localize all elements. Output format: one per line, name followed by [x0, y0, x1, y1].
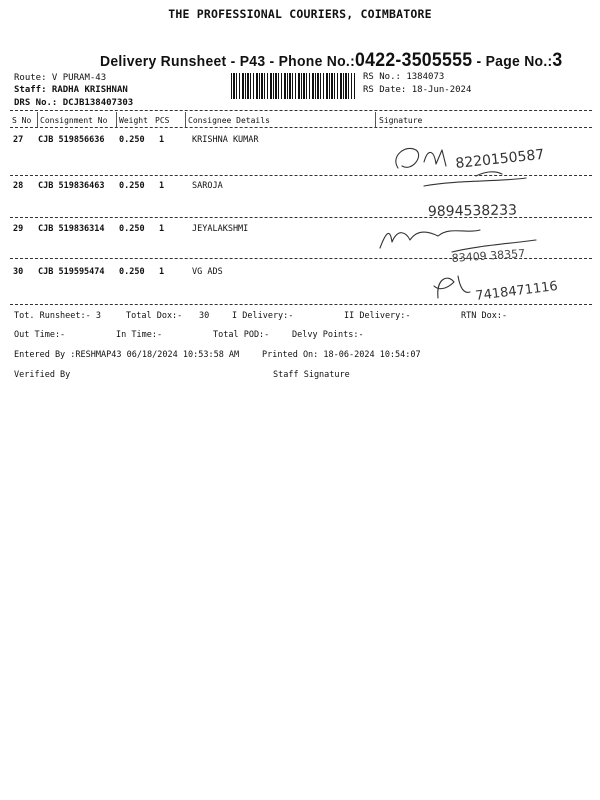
total-dox-label: Total Dox:-: [126, 311, 183, 321]
header-consignment: Consignment No: [40, 116, 108, 125]
title-main: Delivery Runsheet - P43 - Phone No.:: [100, 53, 356, 70]
out-time: Out Time:-: [14, 330, 66, 340]
total-dox-value: 30: [199, 311, 210, 321]
table-bottom-rule: [10, 304, 592, 305]
total-pod: Total POD:-: [213, 330, 270, 340]
row-consignee: VG ADS: [192, 267, 223, 277]
printed-on: Printed On: 18-06-2024 10:54:07: [262, 350, 421, 360]
rtn-dox: RTN Dox:-: [461, 311, 508, 321]
barcode: [231, 73, 355, 99]
row-weight: 0.250: [119, 135, 145, 145]
col-divider-2: [116, 112, 117, 127]
in-time: In Time:-: [116, 330, 163, 340]
signature-number: 7418471116: [474, 279, 559, 304]
title-phone: 0422-3505555: [355, 50, 473, 71]
row-sno: 27: [13, 135, 24, 145]
row-sno: 28: [13, 181, 24, 191]
row-consignee: KRISHNA KUMAR: [192, 135, 259, 145]
rs-date: RS Date: 18-Jun-2024: [363, 85, 472, 95]
row-consignment: CJB 519836314: [38, 224, 105, 234]
delvy-points: Delvy Points:-: [292, 330, 364, 340]
row-consignment: CJB 519836463: [38, 181, 105, 191]
signature-number: 8220150587: [454, 146, 546, 172]
row-weight: 0.250: [119, 267, 145, 277]
row-sno: 29: [13, 224, 24, 234]
header-signature: Signature: [379, 116, 423, 125]
route-label: Route: V PURAM-43: [14, 73, 107, 83]
row-consignee: SAROJA: [192, 181, 223, 191]
col-divider-3: [185, 112, 186, 127]
row-pcs: 1: [159, 181, 165, 191]
row-consignee: JEYALAKSHMI: [192, 224, 249, 234]
header-weight: Weight: [119, 116, 148, 125]
signature-scribble-3: [380, 230, 480, 248]
row-pcs: 1: [159, 135, 165, 145]
verified-by: Verified By: [14, 370, 71, 380]
i-delivery: I Delivery:-: [232, 311, 294, 321]
table-top-rule: [10, 110, 592, 111]
header-pcs: PCS: [155, 116, 170, 125]
ii-delivery: II Delivery:-: [344, 311, 411, 321]
signature-number: 83409 38357: [451, 246, 526, 265]
drs-number: DRS No.: DCJB138407303: [14, 98, 134, 108]
title-page-no: 3: [552, 50, 563, 71]
header-sno: S No: [12, 116, 32, 125]
signature-number: 9894538233: [427, 202, 518, 220]
total-runsheet: Tot. Runsheet:- 3: [14, 311, 101, 321]
title-page-label: - Page No.:: [472, 53, 553, 70]
row-weight: 0.250: [119, 181, 145, 191]
header-consignee: Consignee Details: [188, 116, 270, 125]
row-consignment: CJB 519595474: [38, 267, 105, 277]
staff-signature: Staff Signature: [273, 370, 350, 380]
signature-scribble-2: [424, 172, 526, 186]
rs-number: RS No.: 1384073: [363, 72, 445, 82]
row-pcs: 1: [159, 267, 165, 277]
staff-label: Staff: RADHA KRISHNAN: [14, 85, 128, 95]
entered-by: Entered By :RESHMAP43 06/18/2024 10:53:58 AM: [14, 350, 240, 360]
handwritten-signatures: [376, 128, 592, 304]
row-sno: 30: [13, 267, 24, 277]
runsheet-title: [100, 50, 563, 72]
col-divider-1: [37, 112, 38, 127]
row-pcs: 1: [159, 224, 165, 234]
row-consignment: CJB 519856636: [38, 135, 105, 145]
col-divider-4: [375, 112, 376, 127]
row-weight: 0.250: [119, 224, 145, 234]
signature-scribble-5: [434, 276, 470, 298]
company-name: THE PROFESSIONAL COURIERS, COIMBATORE: [168, 7, 432, 21]
signature-scribble-1: [396, 148, 446, 168]
